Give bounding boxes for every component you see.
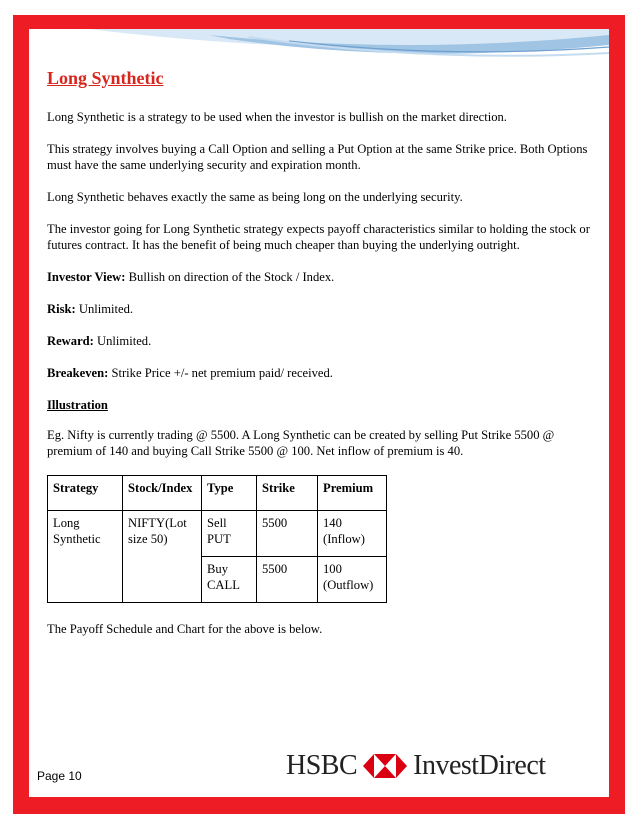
reward-line (47, 333, 597, 349)
strategy-table (47, 475, 387, 603)
header-swoosh-graphic (29, 29, 609, 69)
page-title: Long Synthetic (47, 68, 164, 88)
logo-text-investdirect: InvestDirect (413, 750, 546, 781)
breakeven-label: Breakeven: (47, 366, 109, 380)
premium-cell: 140 (Inflow) (318, 511, 387, 557)
reward-label: Reward: (47, 334, 94, 348)
page-number: Page 10 (37, 769, 82, 783)
strategy-paragraph: This strategy involves buying a Call Option and selling a Put Option at the same Strike price. Both Options must have the same underlying security and expiration month. (47, 142, 588, 172)
risk-label: Risk: (47, 302, 76, 316)
hsbc-hexagon-icon (363, 754, 407, 778)
strategy-cell: Long Synthetic (48, 511, 123, 603)
column-header: Strategy (48, 476, 123, 511)
page-content (47, 67, 597, 653)
logo-text-hsbc: HSBC (286, 750, 358, 781)
table-header-row (48, 476, 387, 511)
investor-view-text: Bullish on direction of the Stock / Index. (125, 270, 335, 284)
illustration-text: Eg. Nifty is currently trading @ 5500. A Long Synthetic can be created by selling Put Strike 5500 @ premium of 140 and buying Call Strike 5500 @ 100. Net inflow of premium is 40. (47, 428, 555, 458)
hsbc-investdirect-logo (286, 751, 546, 781)
column-header: Strike (257, 476, 318, 511)
reward-text: Unlimited. (93, 334, 152, 348)
column-header: Premium (318, 476, 387, 511)
table-row (48, 511, 387, 557)
premium-cell: 100 (Outflow) (318, 557, 387, 603)
strike-cell: 5500 (257, 557, 318, 603)
strike-cell: 5500 (257, 511, 318, 557)
risk-line (47, 301, 597, 317)
payoff-paragraph: The investor going for Long Synthetic strategy expects payoff characteristics similar to holding the stock or futures contract. It has the benefit of being much cheaper than buying the underlying outright. (47, 222, 590, 252)
intro-paragraph: Long Synthetic is a strategy to be used when the investor is bullish on the market direction. (47, 110, 507, 124)
breakeven-text: Strike Price +/- net premium paid/ received. (108, 366, 333, 380)
type-cell: Sell PUT (202, 511, 257, 557)
breakeven-line (47, 365, 597, 381)
type-cell: Buy CALL (202, 557, 257, 603)
stock-index-cell: NIFTY(Lot size 50) (123, 511, 202, 603)
column-header: Type (202, 476, 257, 511)
closing-paragraph: The Payoff Schedule and Chart for the above is below. (47, 622, 323, 636)
behavior-paragraph: Long Synthetic behaves exactly the same as being long on the underlying security. (47, 190, 463, 204)
risk-text: Unlimited. (75, 302, 134, 316)
column-header: Stock/Index (123, 476, 202, 511)
document-page (29, 29, 609, 797)
investor-view-label: Investor View: (47, 270, 126, 284)
investor-view (47, 269, 597, 285)
illustration-heading: Illustration (47, 398, 108, 412)
